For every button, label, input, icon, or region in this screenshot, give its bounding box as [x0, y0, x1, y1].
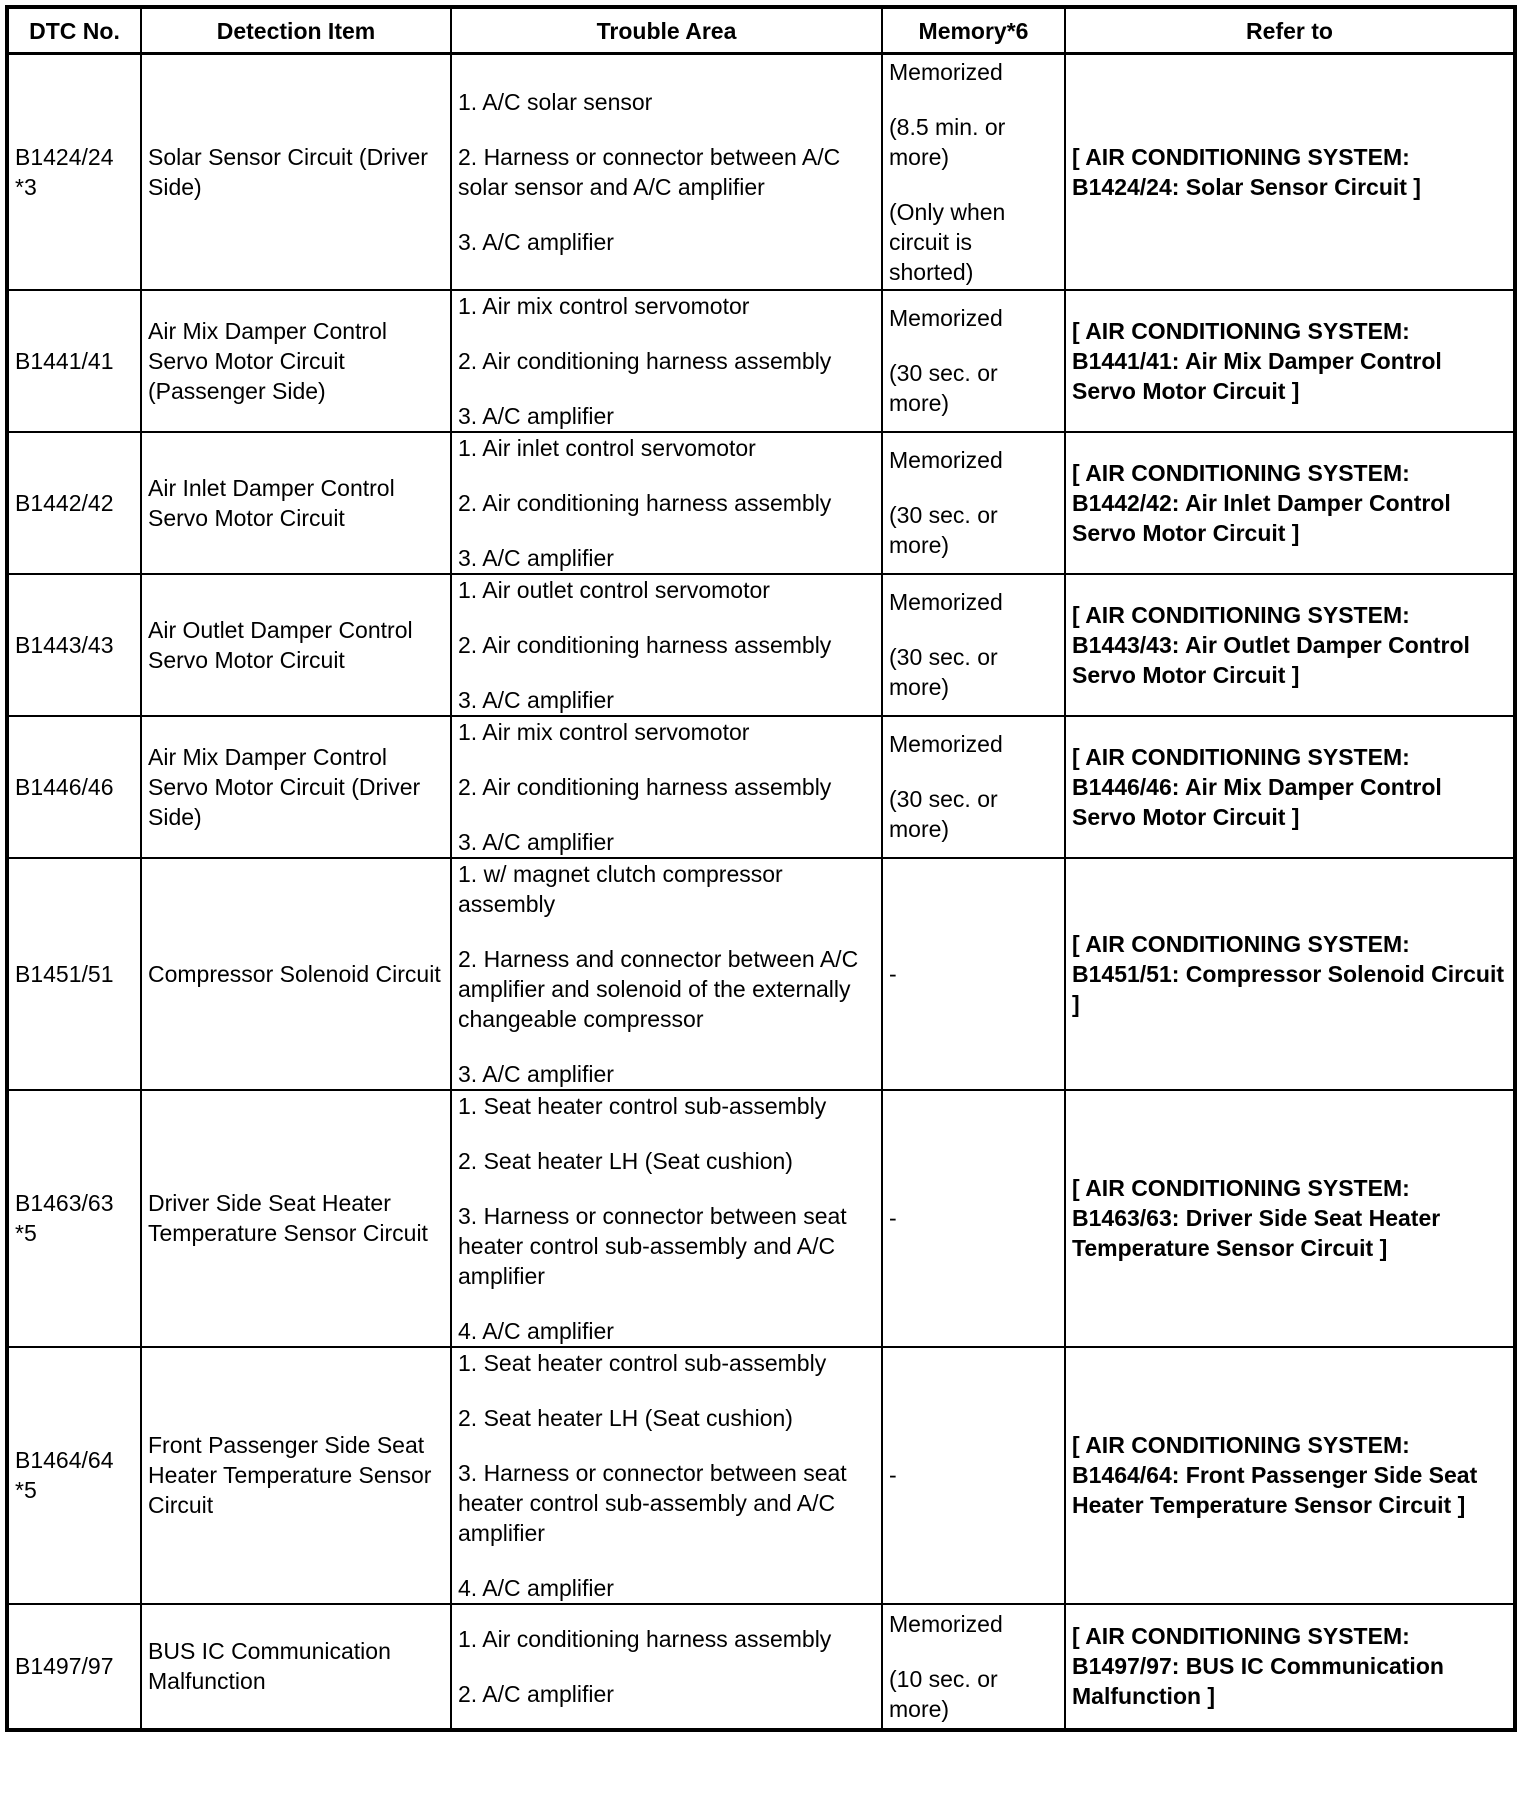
- trouble-area-item: 3. A/C amplifier: [458, 228, 614, 255]
- memory-cell: [882, 716, 1065, 858]
- memory-line: (30 sec. or more): [889, 786, 998, 842]
- memory-line: (Only when circuit is shorted): [889, 198, 1006, 285]
- dtc-number-cell: B1424/24 *3: [7, 54, 141, 290]
- table-row: [7, 290, 1515, 432]
- trouble-area-item: 3. A/C amplifier: [458, 402, 614, 429]
- detection-item-cell: Compressor Solenoid Circuit: [141, 858, 451, 1090]
- header-trouble-area: Trouble Area: [451, 7, 882, 54]
- memory-cell: [882, 574, 1065, 716]
- trouble-area-item: 1. Seat heater control sub-assembly: [458, 1349, 827, 1376]
- trouble-area-item: 1. Seat heater control sub-assembly: [458, 1092, 827, 1119]
- dtc-number-cell: B1443/43: [7, 574, 141, 716]
- memory-line: (30 sec. or more): [889, 502, 998, 558]
- detection-item-cell: Air Inlet Damper Control Servo Motor Circuit: [141, 432, 451, 574]
- header-dtc-no: DTC No.: [7, 7, 141, 54]
- table-row: [7, 1347, 1515, 1604]
- trouble-area-item: 1. Air mix control servomotor: [458, 292, 750, 319]
- table-row: [7, 716, 1515, 858]
- trouble-area-item: 1. Air conditioning harness assembly: [458, 1625, 832, 1652]
- trouble-area-item: 3. A/C amplifier: [458, 544, 614, 571]
- trouble-area-item: 2. Seat heater LH (Seat cushion): [458, 1147, 793, 1174]
- memory-cell: [882, 1347, 1065, 1604]
- trouble-area-cell: [451, 858, 882, 1090]
- table-row: [7, 54, 1515, 290]
- trouble-area-item: 1. A/C solar sensor: [458, 88, 653, 115]
- trouble-area-cell: [451, 574, 882, 716]
- trouble-area-item: 1. Air outlet control servomotor: [458, 576, 770, 603]
- dtc-number-cell: B1463/63 *5: [7, 1090, 141, 1347]
- header-detection-item: Detection Item: [141, 7, 451, 54]
- refer-to-cell: [ AIR CONDITIONING SYSTEM: B1424/24: Solar Sensor Circuit ]: [1065, 54, 1515, 290]
- detection-item-cell: Driver Side Seat Heater Temperature Sensor Circuit: [141, 1090, 451, 1347]
- memory-line: Memorized: [889, 731, 1003, 757]
- trouble-area-item: 3. A/C amplifier: [458, 686, 614, 713]
- memory-cell: [882, 1090, 1065, 1347]
- memory-line: (30 sec. or more): [889, 644, 998, 700]
- trouble-area-item: 1. Air mix control servomotor: [458, 718, 750, 745]
- table-row: [7, 858, 1515, 1090]
- table-header-row: [7, 7, 1515, 54]
- memory-line: Memorized: [889, 589, 1003, 615]
- dtc-number-cell: B1441/41: [7, 290, 141, 432]
- refer-to-cell: [ AIR CONDITIONING SYSTEM: B1451/51: Compressor Solenoid Circuit ]: [1065, 858, 1515, 1090]
- table-row: [7, 1604, 1515, 1730]
- trouble-area-item: 2. Harness or connector between A/C solar sensor and A/C amplifier: [458, 143, 841, 200]
- table-row: [7, 574, 1515, 716]
- trouble-area-item: 2. Air conditioning harness assembly: [458, 347, 832, 374]
- memory-cell: [882, 432, 1065, 574]
- refer-to-cell: [ AIR CONDITIONING SYSTEM: B1464/64: Front Passenger Side Seat Heater Temperature Sensor Circuit ]: [1065, 1347, 1515, 1604]
- dtc-number-cell: B1442/42: [7, 432, 141, 574]
- detection-item-cell: BUS IC Communication Malfunction: [141, 1604, 451, 1730]
- dtc-number-cell: B1446/46: [7, 716, 141, 858]
- memory-cell: [882, 290, 1065, 432]
- memory-cell: [882, 54, 1065, 290]
- header-refer-to: Refer to: [1065, 7, 1515, 54]
- memory-cell: [882, 858, 1065, 1090]
- detection-item-cell: Solar Sensor Circuit (Driver Side): [141, 54, 451, 290]
- memory-line: Memorized: [889, 447, 1003, 473]
- dtc-table: [5, 5, 1517, 1732]
- trouble-area-item: 4. A/C amplifier: [458, 1317, 614, 1344]
- trouble-area-cell: [451, 1090, 882, 1347]
- refer-to-cell: [ AIR CONDITIONING SYSTEM: B1441/41: Air Mix Damper Control Servo Motor Circuit ]: [1065, 290, 1515, 432]
- trouble-area-cell: [451, 432, 882, 574]
- refer-to-cell: [ AIR CONDITIONING SYSTEM: B1446/46: Air Mix Damper Control Servo Motor Circuit ]: [1065, 716, 1515, 858]
- trouble-area-cell: [451, 1604, 882, 1730]
- dtc-number-cell: B1497/97: [7, 1604, 141, 1730]
- trouble-area-cell: [451, 1347, 882, 1604]
- trouble-area-item: 2. Seat heater LH (Seat cushion): [458, 1404, 793, 1431]
- trouble-area-item: 2. Harness and connector between A/C amplifier and solenoid of the externally changeable compressor: [458, 945, 859, 1032]
- trouble-area-item: 4. A/C amplifier: [458, 1574, 614, 1601]
- trouble-area-cell: [451, 54, 882, 290]
- trouble-area-item: 3. Harness or connector between seat heater control sub-assembly and A/C amplifier: [458, 1202, 847, 1289]
- table-row: [7, 432, 1515, 574]
- detection-item-cell: Air Mix Damper Control Servo Motor Circuit (Driver Side): [141, 716, 451, 858]
- memory-line: Memorized: [889, 58, 1003, 85]
- table-body: [7, 54, 1515, 1730]
- trouble-area-item: 2. Air conditioning harness assembly: [458, 489, 832, 516]
- memory-line: (30 sec. or more): [889, 360, 998, 416]
- memory-line: (8.5 min. or more): [889, 113, 1006, 170]
- refer-to-cell: [ AIR CONDITIONING SYSTEM: B1442/42: Air Inlet Damper Control Servo Motor Circuit ]: [1065, 432, 1515, 574]
- trouble-area-cell: [451, 716, 882, 858]
- memory-cell: [882, 1604, 1065, 1730]
- memory-line: -: [889, 960, 897, 987]
- trouble-area-item: 2. A/C amplifier: [458, 1680, 614, 1707]
- header-memory: Memory*6: [882, 7, 1065, 54]
- table-row: [7, 1090, 1515, 1347]
- detection-item-cell: Front Passenger Side Seat Heater Temperature Sensor Circuit: [141, 1347, 451, 1604]
- trouble-area-item: 3. A/C amplifier: [458, 828, 614, 855]
- memory-line: -: [889, 1205, 897, 1231]
- memory-line: Memorized: [889, 1610, 1003, 1637]
- trouble-area-item: 3. Harness or connector between seat heater control sub-assembly and A/C amplifier: [458, 1459, 847, 1546]
- detection-item-cell: Air Mix Damper Control Servo Motor Circuit (Passenger Side): [141, 290, 451, 432]
- dtc-number-cell: B1451/51: [7, 858, 141, 1090]
- trouble-area-cell: [451, 290, 882, 432]
- dtc-number-cell: B1464/64 *5: [7, 1347, 141, 1604]
- memory-line: Memorized: [889, 305, 1003, 331]
- refer-to-cell: [ AIR CONDITIONING SYSTEM: B1463/63: Driver Side Seat Heater Temperature Sensor Circuit ]: [1065, 1090, 1515, 1347]
- memory-line: -: [889, 1462, 897, 1488]
- trouble-area-item: 1. Air inlet control servomotor: [458, 434, 756, 461]
- trouble-area-item: 1. w/ magnet clutch compressor assembly: [458, 860, 783, 917]
- trouble-area-item: 3. A/C amplifier: [458, 1060, 614, 1087]
- detection-item-cell: Air Outlet Damper Control Servo Motor Circuit: [141, 574, 451, 716]
- refer-to-cell: [ AIR CONDITIONING SYSTEM: B1497/97: BUS IC Communication Malfunction ]: [1065, 1604, 1515, 1730]
- trouble-area-item: 2. Air conditioning harness assembly: [458, 631, 832, 658]
- memory-line: (10 sec. or more): [889, 1665, 998, 1722]
- refer-to-cell: [ AIR CONDITIONING SYSTEM: B1443/43: Air Outlet Damper Control Servo Motor Circuit ]: [1065, 574, 1515, 716]
- trouble-area-item: 2. Air conditioning harness assembly: [458, 773, 832, 800]
